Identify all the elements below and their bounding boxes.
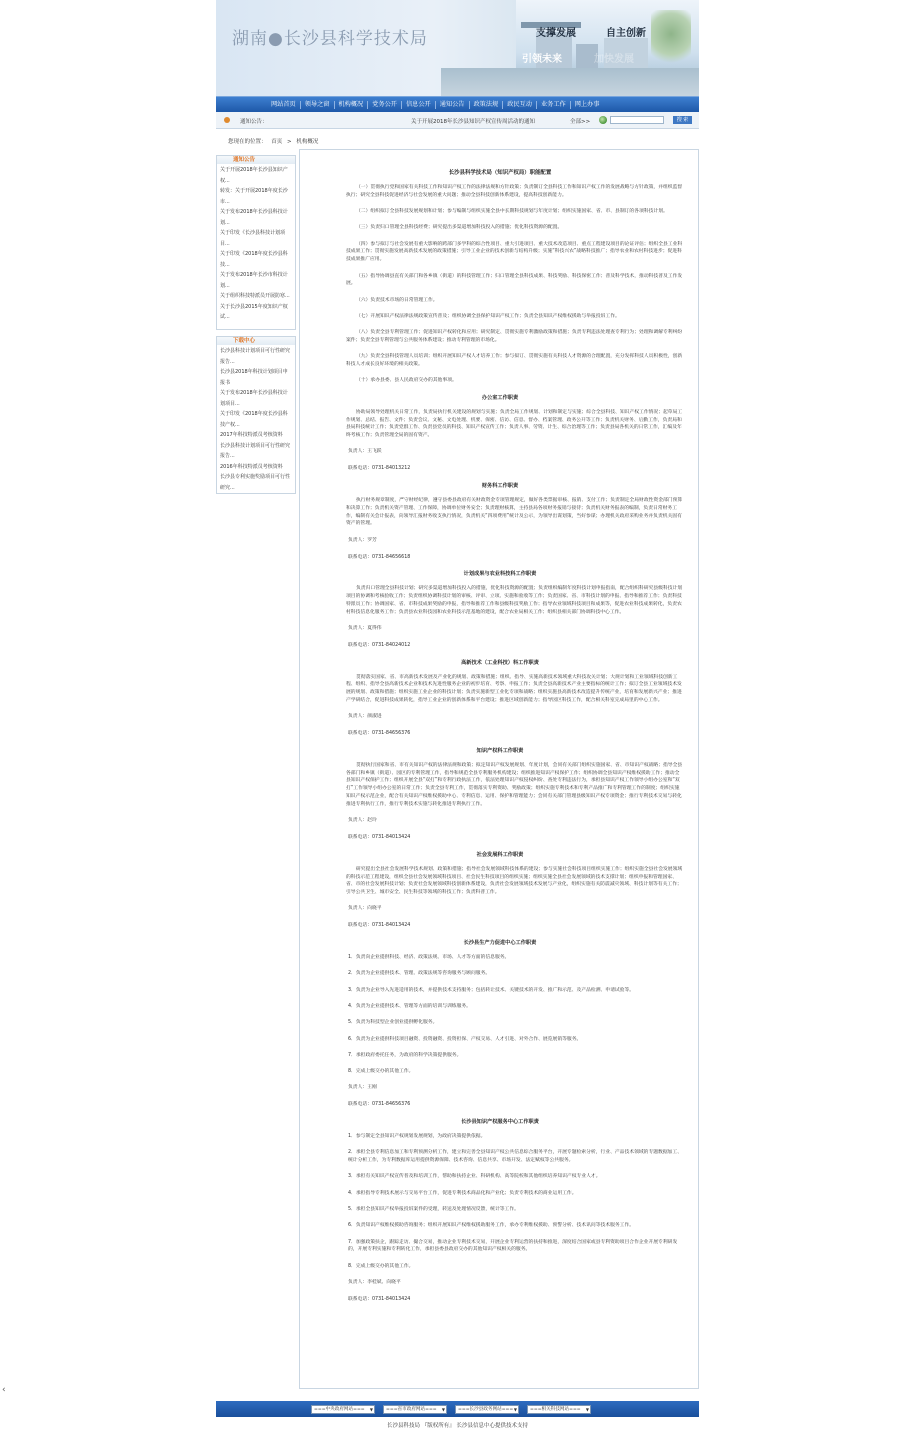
list-item[interactable]: 关于发布2018年长沙县科技计划项目... bbox=[220, 390, 288, 407]
slogan: 支撑发展 bbox=[536, 28, 576, 39]
list-item[interactable]: 关于长沙县2015年度知识产权试... bbox=[220, 303, 288, 320]
list-item[interactable]: 长沙县科技计划项目可行性研究报告... bbox=[220, 442, 291, 459]
search-icon bbox=[599, 116, 607, 124]
list-item: 8．完成上级交办的其他工作。 bbox=[348, 1069, 414, 1075]
breadcrumb bbox=[228, 137, 321, 145]
slogan: 加快发展 bbox=[594, 54, 634, 65]
list-item: 7．承担政府委托任务，为政府的科学决策提供服务。 bbox=[348, 1052, 462, 1058]
select-science-sites[interactable]: ===相关科技网站=== ▼ bbox=[527, 1405, 591, 1414]
banner bbox=[216, 0, 699, 96]
list-item[interactable]: 2017年科技特派员考核资料 bbox=[220, 432, 283, 438]
nav-item-organization[interactable]: 机构概况 bbox=[334, 101, 368, 109]
nav-item-online-services[interactable]: 网上办事 bbox=[570, 101, 604, 109]
list-item: 4．承担指导专利技术展示与交易平台工作，促进专利技术商品化和产业化；负责专利技术的商业运用工作。 bbox=[348, 1190, 577, 1196]
sidebar-downloads bbox=[216, 336, 296, 494]
duty-paragraph: （四）参与拟订与社会发展有重大影响的跨部门多学科的综合性项目、重大引进项目、重大技术改造项目、重点工程建设项目的论证评估；组织全县工业科技成果工作；贯彻实施发展高新技术发展的政策措施；引导工业企业的技术创新与结构升级；实施“科技兴农”战略科技推广；指导农业和农村科技进步；促进科技成果推广应用。 bbox=[346, 241, 683, 263]
list-item: 5．承担全县知识产权举报投诉案件的受理，转送及处理情况反馈，统计等工作。 bbox=[348, 1206, 519, 1212]
section-contact: 负责人：向晓平 bbox=[348, 906, 382, 912]
sidebar-notices bbox=[216, 155, 296, 330]
section-phone: 联系电话：0731-84024012 bbox=[348, 642, 411, 648]
duty-paragraph: （九）负责全县科技管理人员培训；组织开展知识产权人才培养工作；参与拟订、贯彻实施有关科技人才资源的合理配置，充分发挥科技人员积极性，创新科技人才成长良好环境的相关政策。 bbox=[346, 354, 683, 368]
nav-item-policies[interactable]: 政策法规 bbox=[469, 101, 503, 109]
section-contact: 负责人：颜淑进 bbox=[348, 714, 382, 720]
slogan: 引领未来 bbox=[522, 54, 562, 65]
breadcrumb-home[interactable]: 首页 bbox=[271, 139, 283, 145]
select-central-gov-sites[interactable]: ===中央政府网站=== ▼ bbox=[311, 1405, 375, 1414]
nav-item-business[interactable]: 业务工作 bbox=[536, 101, 570, 109]
section-title: 知识产权科工作职责 bbox=[476, 747, 524, 754]
select-provincial-gov-sites[interactable]: ===省市政府网站=== ▼ bbox=[383, 1405, 447, 1414]
duty-paragraph: （六）负责技术市场的日常管理工作。 bbox=[356, 297, 438, 303]
list-item: 2．负责为企业提供技术、管理、政策法规等咨询服务与顾问服务。 bbox=[348, 971, 491, 977]
site-title: 湖南●长沙县科学技术局 bbox=[232, 29, 428, 49]
notice-bar bbox=[216, 112, 699, 129]
page bbox=[216, 0, 699, 1429]
list-item[interactable]: 关于印发《2018年度长沙县科技产权... bbox=[220, 411, 288, 428]
breadcrumb-separator: > bbox=[287, 139, 292, 145]
list-item[interactable]: 关于发布2018年长沙县科技计划... bbox=[220, 209, 288, 226]
list-item: 8．完成上级交办的其他工作。 bbox=[348, 1263, 414, 1269]
nav-item-interaction[interactable]: 政民互动 bbox=[502, 101, 536, 109]
nav-item-leaders[interactable]: 领导之窗 bbox=[300, 101, 334, 109]
list-item[interactable]: 关于印发《长沙县科技计划项目... bbox=[220, 230, 286, 247]
duty-paragraph: （七）开展知识产权法律法规政策宣传普及；组织协调全县保护知识产权工作；负责全县知识产权维权援助与举报投诉工作。 bbox=[356, 313, 620, 319]
breadcrumb-current: 机构概况 bbox=[296, 139, 319, 145]
section-body: 贯彻落实国家、省、市高新技术发展及产业化的规划、政策和措施；组织、指导、实施高新技术领域重大科技攻关计划；大规计划和工业领域科技创新工程、组织、指导全县高新技术企业和技术先进性服务企业的初步培育、考察、申报工作；负责全县高新技术产业主要指标的统计工作；拟订全县工业领域技术发展的规划、政策和措施；组织实施工业企业的科技计划；负责实施新型工业化专项和战略；组织实施县高新技术改造提升传统产业，培育和发展新兴产业；推进产学研结合，促进科技成果转化，指导工业企业的创新体系和平台建设；推进区域创新能力；指导园区科技工作，配合相关科室完成局里的中心工作。 bbox=[346, 674, 682, 703]
section-contact: 负责人：李桂斌、向晓平 bbox=[348, 1279, 401, 1285]
list-item[interactable]: 2016年科技特派员考核资料 bbox=[220, 463, 283, 470]
list-item[interactable]: 长沙县专利实施奖励项目可行性研究... bbox=[220, 474, 291, 491]
list-item[interactable]: 关于组织科技特派员开展防寒... bbox=[220, 293, 290, 299]
breadcrumb-prefix: 您现在的位置： bbox=[228, 139, 267, 145]
section-contact: 负责人：罗芳 bbox=[348, 537, 377, 543]
section-contact: 负责人：赵玲 bbox=[348, 818, 377, 824]
section-title: 长沙县生产力促进中心工作职责 bbox=[463, 940, 537, 947]
list-item[interactable]: 关于发布2018年长沙市科技计划... bbox=[220, 272, 288, 289]
section-body: 执行财务规章制度，严守财经纪律，遵守县委县政府有关财政资金专项管理规定，做好各类票据审核、报销、支付工作；负责制定全局财政性资金部门预算和决算工作；负责机关资产管理、工作保障，协调单位财务安全；负责理财核算，主持县局各项财务报销与接待；负责机关财务报表的编制，负责日常财务工作，编制有关会计报表，向领导汇报财务收支执行情况，负责机关“四项费用”统计及公示，为领导出谋划策，当好参谋；办理机关政府采购业务并负责机关固有资产的管理。 bbox=[346, 498, 683, 527]
section-contact: 负责人：王刚 bbox=[348, 1085, 377, 1091]
select-county-gov-sites[interactable]: ===长沙县政务网站=== ▼ bbox=[455, 1405, 519, 1414]
chevron-left-icon: ‹ bbox=[2, 1385, 6, 1395]
search-input[interactable] bbox=[610, 116, 664, 124]
section-title: 财务科工作职责 bbox=[481, 483, 519, 490]
banner-ground bbox=[441, 68, 699, 96]
sidebar-downloads-title: 下载中心 bbox=[217, 337, 295, 345]
slogan: 自主创新 bbox=[606, 28, 646, 39]
list-item[interactable]: 关于印发《2018年度长沙县科技... bbox=[220, 251, 288, 268]
search-button[interactable]: 搜 索 bbox=[673, 116, 692, 124]
section-phone: 联系电话：0731-84013424 bbox=[348, 834, 411, 840]
section-phone: 联系电话：0731-84656376 bbox=[348, 1102, 411, 1108]
section-phone: 联系电话：0731-84656376 bbox=[348, 731, 411, 737]
list-item[interactable]: 长沙县科技计划项目可行性研究报告... bbox=[220, 348, 291, 365]
duty-paragraph: （二）组织拟订全县科技发展规划和计划；参与编制与组织实施全县中长期科技规划与年度计划；组织实施国家、省、市、县制订的各项科技计划。 bbox=[356, 209, 668, 215]
section-body: 贯彻执行国家和省、市有关知识产权的法律法规和政策；拟定知识产权发展规划、年度计划，会同有关部门组织实施国家、省、市知识产权战略；指导全县各部门和乡镇（街道）、园区的专利管理工作，指导和规范全县专利服务机构建设；组织推进知识产权保护工作；组织协调全县知识产权维权援助工作；推动全县知识产权保护工作；组织开展全县“双打”和专利行政执法工作，依法处理知识产权侵权纠纷、查处专利违法行为，承担县知识产权工作领导小组办公室和“双打”工作领导小组办公室的日常工作；负责全县专利工作，贯彻落实专利资助、奖励政策；组织实施专利技术和专利产品推广和专利管理工作的制度；组织实施知识产权示范企业，配合有关知识产权维权援助中心、专利信息、运用、保护和管理能力；会同有关部门管理县级知识产权专项资金；推行专利技术交易与转化推进专利执行工作，推行专利技术实施与转化推进专利执行工作。 bbox=[346, 762, 683, 807]
nav-item-home[interactable]: 网站首页 bbox=[271, 101, 296, 108]
main-nav bbox=[216, 96, 699, 112]
list-item: 3．承担有关知识产权宣传普及和培训工作，帮助和扶持企业、科研机构、高等院校和其他组织培养知识产权专业人才。 bbox=[348, 1174, 601, 1180]
list-item[interactable]: 转发：关于开展2018年度长沙市... bbox=[220, 188, 288, 205]
speaker-icon bbox=[224, 117, 230, 123]
list-item: 4．负责为企业提供技术、管理等方面的培训与训练服务。 bbox=[348, 1003, 471, 1009]
list-item[interactable]: 长沙县2018年科技计划项目申报书 bbox=[220, 369, 288, 386]
notice-marquee[interactable]: 关于开展2018年长沙县知识产权宣传周活动的通知 bbox=[411, 119, 535, 125]
duty-paragraph: （一）贯彻执行党和国家有关科技工作和知识产权工作的法律法规和方针政策；负责制订全县科技工作和知识产权工作的发展战略与方针政策，并组织监督执行；研究全县科技促进经济与社会发展的重大问题；推动全县科技创新体系建设，提高科技创新能力。 bbox=[346, 185, 683, 198]
section-body: 协助局领导处理机关日常工作，负责局执行机关建设的规划与实施；负责全局工作规划、计划和制定与实施；综合全县科技、知识产权工作情况；起草局工作规划、总结、报告、文件；负责会议、文秘、文电处理、机要、保密、信访、信息、督办、档案管理、政务公开等工作；负责机关财务、后勤工作，负责局和县局科技统计工作；负责党群工作、负责县党员的科技、知识产权宣传工作；负责人事、劳资、计生、综合治理等工作；负责县局各机关的日常工作，汇编及年终考核工作；负责管理全局的固有资产。 bbox=[346, 409, 683, 439]
search-scope[interactable]: 全部>> bbox=[570, 119, 591, 125]
section-phone: 联系电话：0731-84013212 bbox=[348, 466, 411, 472]
copyright: 长沙县科技局 『版权所有』 长沙县信息中心提供技术支持 bbox=[387, 1423, 528, 1429]
nav-item-party-affairs[interactable]: 党务公开 bbox=[367, 101, 401, 109]
section-title: 高新技术（工业科技）科工作职责 bbox=[461, 659, 539, 666]
list-item: 3．负责为企业导入先进适用的技术，并提供技术支持服务；包括转让技术、关键技术的开发、推广和示范、及产品检测、申请试验等。 bbox=[348, 987, 635, 993]
section-body: 负责归口管理全县科技计划；研究多渠道增加科技投入的措施，优化科技资源的配置；负责组织编制年度科技计划申报指南，配合组织科研究县级科技计划项目的协调和考核验收工作；负责组织协调科技计划的审核、评审、立项、实施和验收等工作；负责国家、省、市科技计划的申报、指导和推荐工作；负责科技特派员工作；协调国家、省、市科技成果奖励的申报，指导和推荐工作和县级科技奖励工作；指导农业领域科技项目和成果等，促进农业科技成果转化，负责农村科技信息化服务工作；负责县农业科技园和农业科技示范基地的建设，配合农业局相关工作；组织县相关部门协调科技中心工作。 bbox=[346, 586, 683, 615]
section-phone: 联系电话：0731-84013424 bbox=[348, 923, 411, 929]
list-item: 2．承担全县专利信息加工和专利预测分析工作，建立和完善全县知识产权公共信息综合服务平台，开展专题检索分析，行业、产品技术领域的专题数据加工、统计分析工作，为专利数据库运用提供资源保障、技术咨询、信息共享、市场开发、法定赋权等公共服务。 bbox=[348, 1150, 683, 1164]
list-item: 1．负责向企业提供科技、经济、政策法规、市场、人才等方面的信息服务。 bbox=[348, 955, 510, 961]
section-body: 研究提出全县社会发展科学技术规划、政策和措施；指导社会发展领域科技体系的建设；参与实施社会科技项目组织实施工作；组织实施全县社会发展领域的科技示范工程建设，组织全县社会发展领域科技项目、社会民生科技项目的组织实施；组织实施全县社会发展领域的技术支撑计划；组织申报和管理国家、省、市的社会发展科技计划；负责社会发展领域科技创新体系建设，负责社会发展领域技术发展与产业化，组织实施有关防震减灾领域、科技计划等有关工作；引导公共卫生、城市安全、民生科技等领域的科技工作；负责科普工作。 bbox=[346, 866, 683, 896]
list-item: 1．参与制定全县知识产权规划发展规划，为政府决策提供依据。 bbox=[348, 1134, 486, 1139]
duty-paragraph: （三）负责归口管理全县科技经费；研究提出多渠道增加科技投入的措施；优化科技资源的配置。 bbox=[356, 225, 563, 231]
section-title: 长沙县知识产权服务中心工作职责 bbox=[461, 1119, 539, 1125]
list-item: 7．加强政策扶企，跟踪走访、撮合交易，推动企业专利技术交易，开展企业专利运营的扶持和推进，深度结合国家或县专利资助项目合作企业开展专利研发的，开展专利实施和专利转化工作，承担县委县政府交办的其他知识产权相关的服务。 bbox=[348, 1239, 678, 1253]
section-phone: 联系电话：0731-84013424 bbox=[348, 1296, 411, 1302]
list-item[interactable]: 关于开展2018年长沙县知识产权... bbox=[220, 167, 288, 184]
list-item: 6．负责为企业提供科技项目融资、投资融资、投资担保、产权交易、人才引进、对外合作、展览展销等服务。 bbox=[348, 1036, 582, 1042]
banner-tree bbox=[651, 10, 691, 70]
nav-item-notices[interactable]: 通知公告 bbox=[435, 101, 469, 109]
list-item: 6．负责知识产权维权援助咨询服务；组织开展知识产权维权援助服务工作，承办专利维权援助、预警分析、技术讯问等技术服务工作。 bbox=[348, 1223, 635, 1229]
footer-link-bar bbox=[216, 1401, 699, 1417]
nav-item-info-disclosure[interactable]: 信息公开 bbox=[401, 101, 435, 109]
section-contact: 负责人：王飞跃 bbox=[348, 449, 382, 455]
notice-label: 通知公告： bbox=[240, 119, 268, 125]
article bbox=[299, 149, 699, 1389]
section-title: 计划成果与农业科技科工作职责 bbox=[463, 571, 537, 578]
duty-paragraph: （十）承办县委、县人民政府交办的其他事项。 bbox=[356, 378, 457, 384]
duty-paragraph: （五）指导协调县直有关部门和各乡镇（街道）的科技管理工作；归口管理全县科技成果、科技奖励、科技保密工作；普及科学技术，推动科技普及工作发展。 bbox=[346, 273, 683, 287]
duty-paragraph: （八）负责全县专利管理工作；促进知识产权转化和应用；研究制定、贯彻实施专利激励政策和措施；负责专利违法处理查专利行为；处理和调解专利纠纷案件；负责全县专利管理与公共服务体系建设；推动专利管理的市场化。 bbox=[346, 330, 683, 344]
sidebar-notices-title: 通知公告 bbox=[217, 156, 295, 164]
section-title: 社会发展科工作职责 bbox=[476, 851, 524, 858]
article-title: 长沙县科学技术局（知识产权局）职能配置 bbox=[448, 170, 552, 176]
section-phone: 联系电话：0731-84656618 bbox=[348, 554, 411, 560]
section-contact: 负责人：夏得伟 bbox=[348, 626, 382, 631]
section-title: 办公室工作职责 bbox=[481, 394, 519, 401]
list-item: 5．负责为科技型企业创业提供孵化服务。 bbox=[348, 1020, 438, 1026]
